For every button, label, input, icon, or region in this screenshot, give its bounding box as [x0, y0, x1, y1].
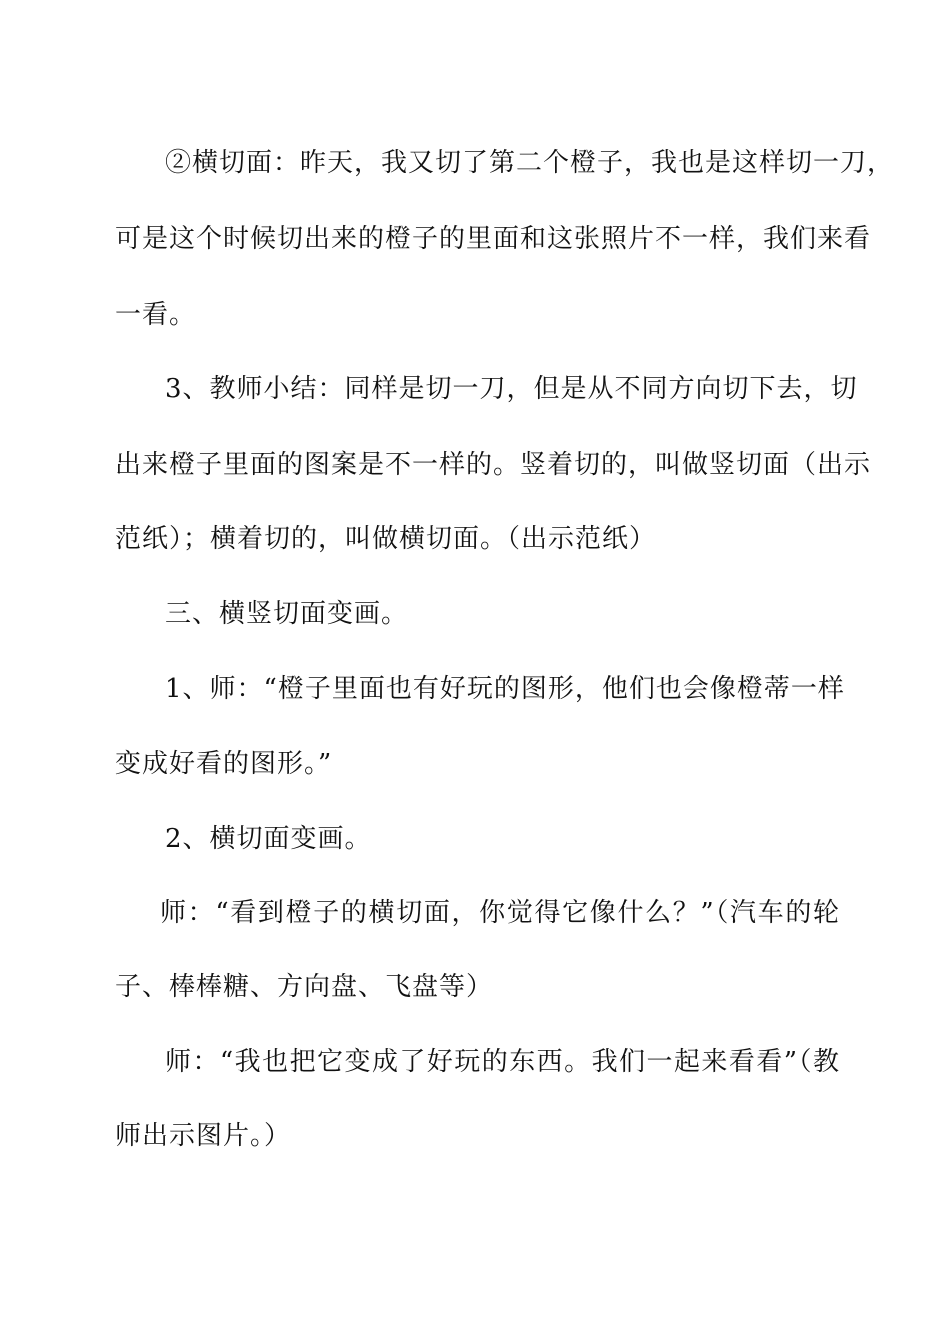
- section-heading: 三、横竖切面变画。: [165, 599, 409, 629]
- paragraph-line: 子、棒棒糖、方向盘、飞盘等）: [115, 972, 494, 1002]
- paragraph-line: 1、师：“橙子里面也有好玩的图形，他们也会像橙蒂一样: [165, 674, 845, 704]
- paragraph-line: ②横切面：昨天，我又切了第二个橙子，我也是这样切一刀，: [165, 148, 895, 178]
- subsection-heading: 2、横切面变画。: [165, 824, 372, 854]
- paragraph-line: 范纸）；横着切的，叫做横切面。（出示范纸）: [115, 524, 657, 554]
- paragraph-line: 可是这个时候切出来的橙子的里面和这张照片不一样，我们来看: [115, 224, 872, 254]
- paragraph-line: 师出示图片。）: [115, 1121, 292, 1151]
- paragraph-line: 一看。: [115, 300, 197, 330]
- paragraph-line: 出来橙子里面的图案是不一样的。竖着切的，叫做竖切面（出示: [115, 450, 872, 480]
- paragraph-line: 变成好看的图形。”: [115, 749, 333, 779]
- paragraph-line: 师：“看到橙子的横切面，你觉得它像什么？”（汽车的轮: [160, 898, 840, 928]
- paragraph-line: 3、教师小结：同样是切一刀，但是从不同方向切下去，切: [165, 374, 858, 404]
- paragraph-line: 师：“我也把它变成了好玩的东西。我们一起来看看”（教: [165, 1047, 840, 1077]
